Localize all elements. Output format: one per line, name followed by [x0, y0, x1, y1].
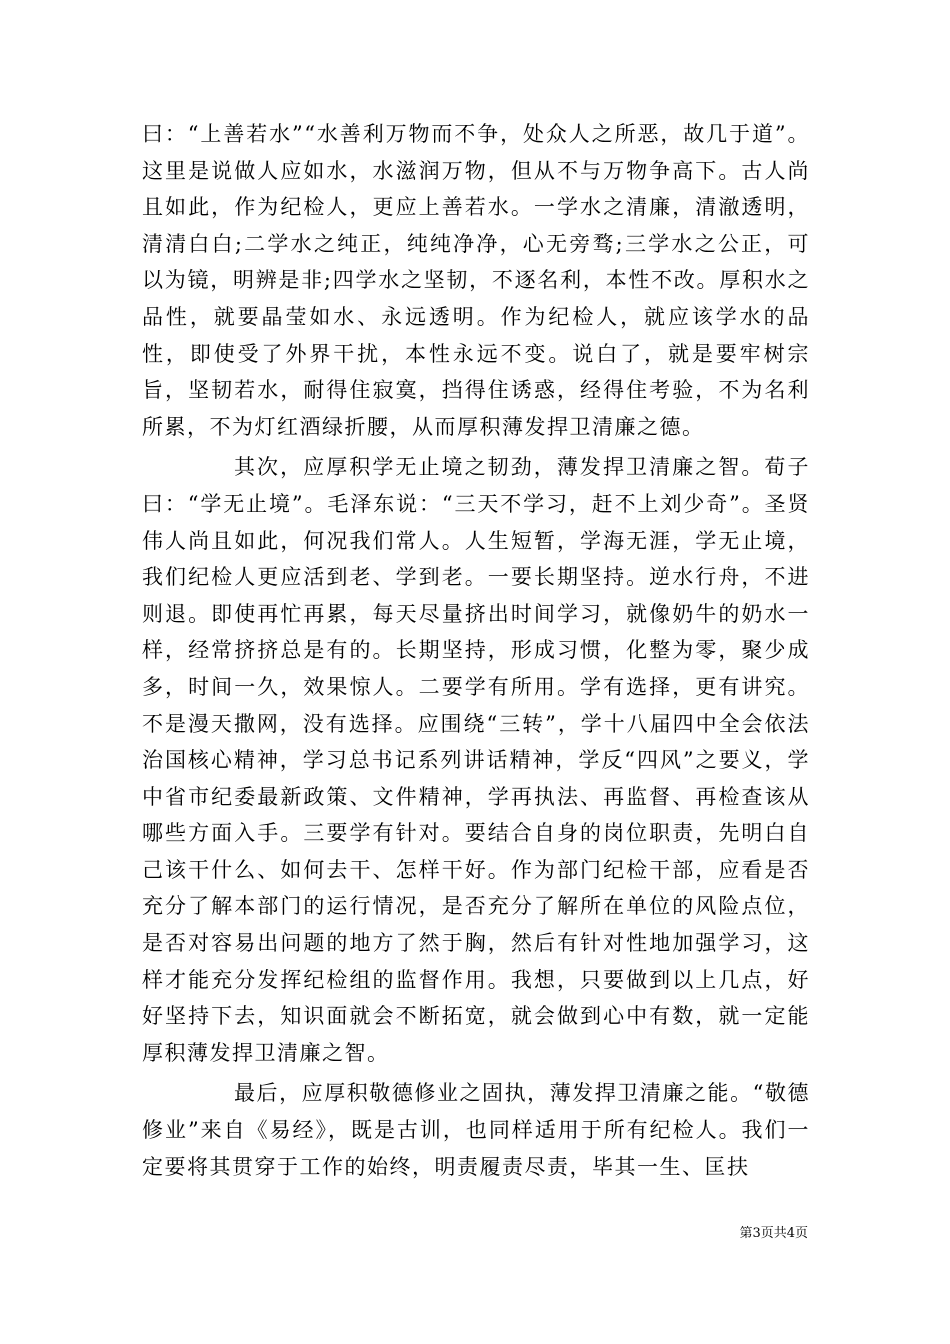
paragraph-3: 最后，应厚积敬德修业之固执，薄发捍卫清廉之能。“敬德修业”来自《易经》，既是古训，也同样适用于所有纪检人。我们一定要将其贯穿于工作的始终，明责履责尽责，毕其一生、匡扶 [142, 1081, 810, 1179]
page-number-label: 第3页共4页 [739, 1226, 808, 1241]
paragraph-1: 曰：“上善若水”“水善利万物而不争，处众人之所恶，故几于道”。这里是说做人应如水，水滋润万物，但从不与万物争高下。古人尚且如此，作为纪检人，更应上善若水。一学水之清廉，清澈透明，清清白白;二学水之纯正，纯纯净净，心无旁骛;三学水之公正，可以为镜，明辨是非;四学水之坚韧，不逐名利，本性不改。厚积水之品性，就要晶莹如水、永远透明。作为纪检人，就应该学水的品性，即使受了外界干扰，本性永远不变。说白了，就是要牢树宗旨，坚韧若水，耐得住寂寞，挡得住诱惑，经得住考验，不为名利所累，不为灯红酒绿折腰，从而厚积薄发捍卫清廉之德。 [142, 122, 810, 439]
paragraph-2: 其次，应厚积学无止境之韧劲，薄发捍卫清廉之智。荀子曰：“学无止境”。毛泽东说：“三天不学习，赶不上刘少奇”。圣贤伟人尚且如此，何况我们常人。人生短暂，学海无涯，学无止境，我们纪检人更应活到老、学到老。一要长期坚持。逆水行舟，不进则退。即使再忙再累，每天尽量挤出时间学习，就像奶牛的奶水一样，经常挤挤总是有的。长期坚持，形成习惯，化整为零，聚少成多，时间一久，效果惊人。二要学有所用。学有选择，更有讲究。不是漫天撒网，没有选择。应围绕“三转”，学十八届四中全会依法治国核心精神，学习总书记系列讲话精神，学反“四风”之要义，学中省市纪委最新政策、文件精神，学再执法、再监督、再检查该从哪些方面入手。三要学有针对。要结合自身的岗位职责，先明白自己该干什么、如何去干、怎样干好。作为部门纪检干部，应看是否充分了解本部门的运行情况，是否充分了解所在单位的风险点位，是否对容易出问题的地方了然于胸，然后有针对性地加强学习，这样才能充分发挥纪检组的监督作用。我想，只要做到以上几点，好好坚持下去，知识面就会不断拓宽，就会做到心中有数，就一定能厚积薄发捍卫清廉之智。 [142, 455, 810, 1065]
document-body [142, 116, 810, 1185]
page-number-footer [739, 1222, 808, 1241]
